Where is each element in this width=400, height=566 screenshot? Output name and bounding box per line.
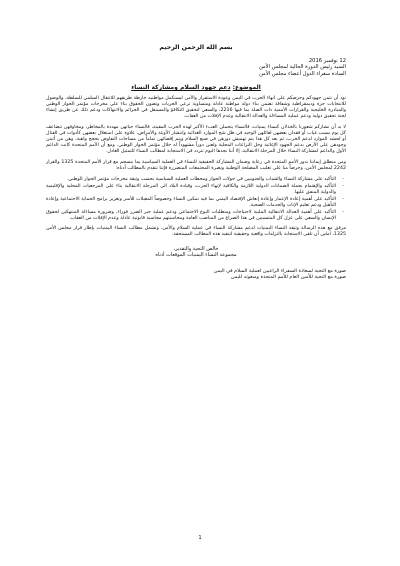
demand-text: التأكيد على أهمية إعادة الإعمار وإعادة إنعاش الإقتصاد اليمني بما فيه تمكين النساء وخصوصاً المعيلات للأسر وتعزيز برامج الحماية الاجتماعية وإعادة التأهيل ودعم تعليم الإناث والخدمات الصحية. (46, 196, 336, 208)
bullet-icon: - (342, 196, 344, 202)
list-item (46, 183, 344, 196)
letter-date: 12 نوفمبر 2016 (308, 58, 346, 64)
closing-greeting: خالص التحية والتقدير، (173, 245, 219, 252)
bullet-icon: - (342, 176, 344, 182)
body-paragraph-demands-intro: ومن منطلق إيماننا بدور الأمم المتحدة في رعاية وضمان المشاركة الحقيقية للنساء في العملية السياسية بما ينسجم مع قرار الأمم المتحدة 1325 والقرار 2242 لمجلس الأمن، وحرصاً منا على تغليب المصلحة الوطنية ونصرة المجتمعات المتضررة فإننا نتقدم بالمطالب أدناه: (46, 160, 346, 172)
copy-line-ambassadors: صورة مع التحية لسعادة السفراء الراعيين لعملية السلام في اليمن (213, 267, 346, 274)
basmala-heading: بسم الله الرحمن الرحيم (159, 44, 233, 51)
demands-list (46, 177, 346, 222)
bullet-icon: - (342, 209, 344, 215)
page-number: 1 (198, 535, 202, 541)
body-paragraph-appreciation: نود أن نثمن جهودكم وحرصكم على انهاء الحرب في اليمن وعودة الاستقرار والأمن ليستكمل مواطنيه خارطة طريقهم للانتقال السلمي للسلطة، والوصول للانتخابات حرة وديمقراطية وشفافة تضمن بناء دولة مواطنة عادلة ومتساوية ترعى الحريات وتصون الحقوق بناء على مخرجات مؤتمر الحوار الوطني والمبادرة الخليجية والقرارات الأممية ذات الصلة بما فيها 2216، والسعي لتحقيق التكافؤ والمستقل في الجرائم والانتهاكات ودعم ذلك عن طريق إنشاء لجنة تحقيق دولية ودعم عملية المساءلة والعدالة الانتقالية وعدم الإفلات من العقاب. (46, 95, 346, 120)
addressee-line-ambassadors: السادة سفراء الدول أعضاء مجلس الأمن (259, 70, 346, 77)
list-item (46, 209, 344, 222)
closing-block (46, 246, 346, 259)
demand-text: التأكيد على أهمية العدالة الانتقالية الملبية لاحتياجات ومتطلبات النوع الاجتماعي ودعم عملية جبر الضرر فوراء، وضرورة مساءلة المنتهكين لحقوق الإنسان والسعي على عزل كل المتسببين في هذا الصراع من المناصب العامة ومحاسبتهم محاسبة قانونية عادلة وعدم الإفلات من العقاب. (46, 209, 336, 221)
copies-block (46, 268, 346, 281)
list-item (46, 176, 344, 183)
body-paragraph-attachment: مرفق مع هذه الرسالة وثيقة النساء اليمنيات لدعم مشاركة النساء في عملية السلام والأمن، وتشمل مطالب النساء اليمنيات بإطار قرار مجلس الأمن 1325، آملين أن تلقى الاستجابة بالتزامات واقعية وحقيقية لتنفيذ هذه المطالب المستحقة. (46, 226, 346, 238)
body-paragraph-women-concerns: لا بد أن نشاركم شعورنا بالخذلان كنساء يمنيات، فالنساء يتحملن العبء الأكبر لهذه الحرب المقيتة، فالنساء حياتهن مهددة بالمخاطر، ومخاوفهن تتضاعف كل يوم بسبب غياب أو فقدان بعضهن لعائلهن الوحيد في ظل شح الموارد الغذائية وانتشار الأوبئة والأمراض، علاوة على استغلال بعضهن كأدوات في القتال أو لحشد الموارد لدعم الحرب، ثم بعد كل هذا يتم تهميش دورهن في صنع السلام ويتم إقصائهن تماماً من مساحات التفاوض بحجج واهية، وهن من أثبتن وجودهن على الأرض بدعم الجهود الإغاثية وحل النزاعات المحلية ولعبن دوراً مشهوداً له خلال مؤتمر الحوار الوطني. ومع أن الأمم المتحدة كانت الداعم الأول والداعم لمشاركة النساء خلال المرحلة الانتقالية، إلا أننا نجدها اليوم تتردد في الاستجابة لمطالب النساء للتمثيل العادل. (46, 124, 346, 155)
bullet-icon: - (342, 183, 344, 189)
addressee-line-president: السيد رئيس الدورة الحالية لمجلس الأمن (258, 64, 346, 71)
list-item (46, 196, 344, 209)
copy-line-secretary-general: صورة مع التحية للأمين العام للأمم المتحدة ومبعوثه لليمن (231, 273, 346, 280)
signatories-line: مجموعة النساء اليمنيات الموقعات أدناه (155, 252, 237, 259)
subject-label: الموضوع: (232, 84, 261, 92)
demand-text: التأكيد على مشاركة النساء والشباب والجنوبيين في جولات الحوار ومحطات العملية السياسية بحسب وثيقة مخرجات مؤتمر الحوار الوطني. (66, 176, 336, 182)
subject-title: دعم جهود السلام ومشاركة النساء (131, 84, 231, 92)
subject-line (46, 84, 346, 92)
demand-text: التأكيد والإهتمام بجملة الضمانات الدولية اللازمة والكافية لإنهاء الحرب، وقيادة البلاد الى المرحلة الانتقالية بناء على المرجعيات المحلية والإقليمية والدولية المتفق عليها. (46, 183, 336, 195)
